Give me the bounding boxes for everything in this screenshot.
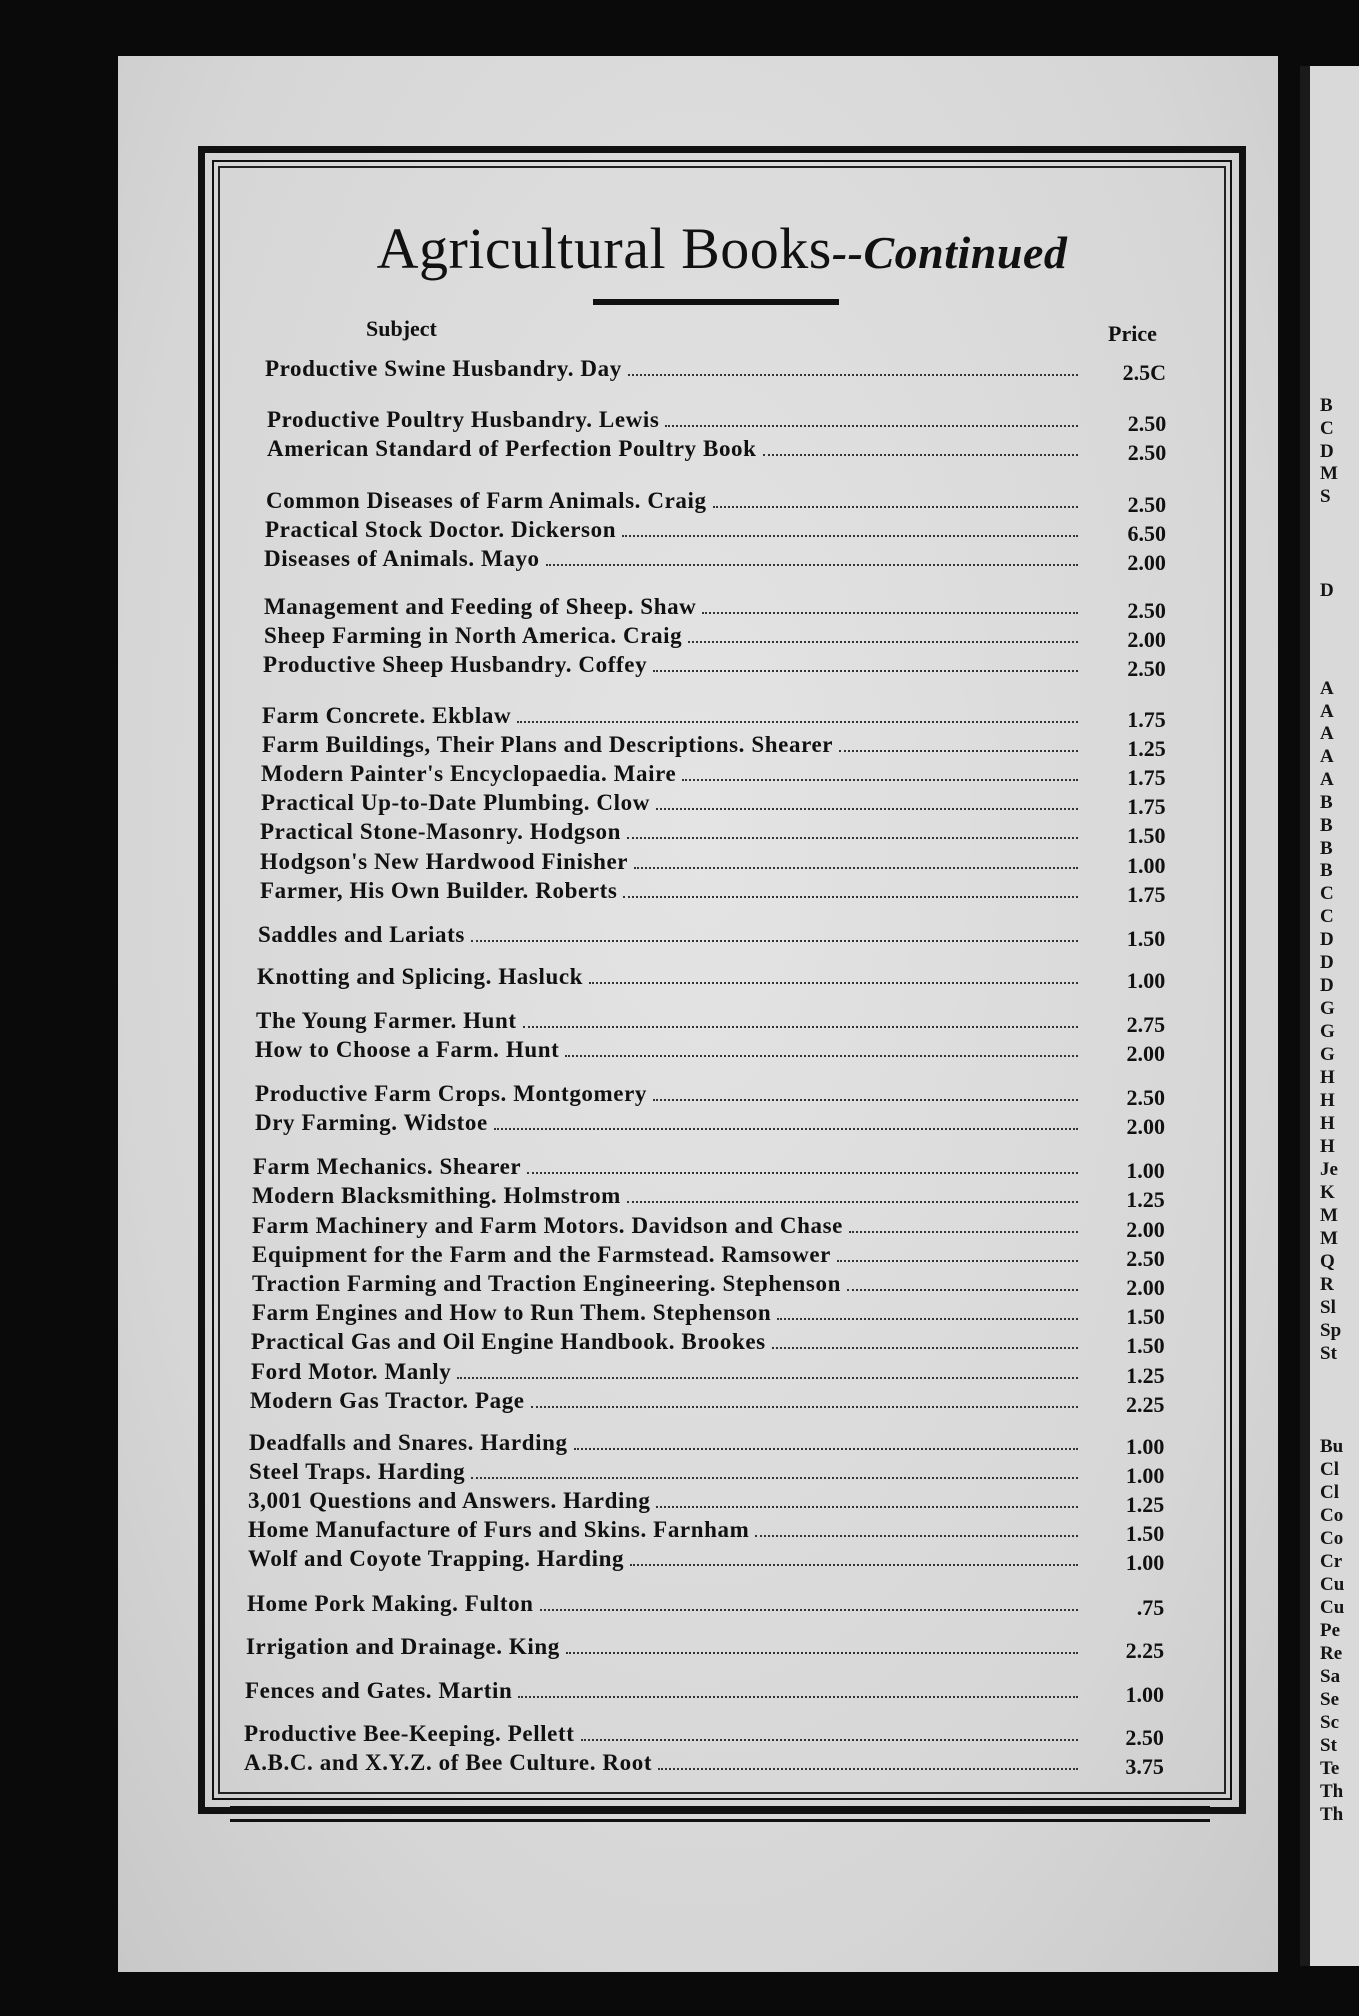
book-price: 1.50 xyxy=(1127,823,1166,848)
book-entry xyxy=(265,517,1084,543)
dot-leader xyxy=(653,1093,1078,1101)
book-entry xyxy=(248,1517,1084,1543)
facing-page-letter: Bu xyxy=(1320,1436,1344,1457)
dot-leader xyxy=(531,1400,1078,1408)
dot-leader xyxy=(546,558,1078,566)
book-title: Deadfalls and Snares. Harding xyxy=(249,1430,568,1455)
book-entry xyxy=(262,732,1084,758)
facing-page-letter: B xyxy=(1320,838,1333,859)
dot-leader xyxy=(849,1225,1078,1233)
dot-leader xyxy=(702,606,1078,614)
book-entry xyxy=(251,1359,1084,1385)
dot-leader xyxy=(847,1283,1078,1291)
book-price: 1.00 xyxy=(1125,1434,1165,1459)
dot-leader xyxy=(527,1166,1078,1174)
facing-page-letter: A xyxy=(1320,678,1334,699)
book-entry xyxy=(248,1546,1084,1572)
facing-page-letter: D xyxy=(1320,975,1334,996)
facing-page-letter: Se xyxy=(1320,1689,1339,1710)
book-entry xyxy=(267,407,1084,433)
facing-page-letter: A xyxy=(1320,701,1334,722)
book-entry xyxy=(255,1081,1084,1107)
facing-page-letter: Je xyxy=(1320,1159,1338,1180)
book-entry xyxy=(244,1721,1084,1747)
facing-page-letter: C xyxy=(1320,906,1334,927)
facing-page-letter: H xyxy=(1320,1113,1335,1134)
facing-page-letter: St xyxy=(1320,1343,1337,1364)
book-title: A.B.C. and X.Y.Z. of Bee Culture. Root xyxy=(244,1750,653,1775)
facing-page-letter: D xyxy=(1320,441,1334,462)
facing-page-letter: Cl xyxy=(1320,1459,1339,1480)
book-entry xyxy=(251,1329,1084,1355)
dot-leader xyxy=(622,529,1078,537)
dot-leader xyxy=(837,1254,1078,1262)
book-price: 1.00 xyxy=(1125,1463,1165,1488)
dot-leader xyxy=(523,1020,1078,1028)
book-entry xyxy=(252,1183,1084,1209)
book-entry xyxy=(256,1008,1084,1034)
price-header: Price xyxy=(1108,321,1157,346)
facing-page-letter: S xyxy=(1320,486,1331,507)
book-title: Modern Gas Tractor. Page xyxy=(250,1388,525,1413)
book-price: 2.00 xyxy=(1126,1041,1165,1066)
book-entry xyxy=(252,1213,1084,1239)
book-price: 2.50 xyxy=(1127,598,1166,623)
book-price: 3.75 xyxy=(1125,1754,1164,1779)
book-entry xyxy=(260,849,1084,875)
book-title: Home Pork Making. Fulton xyxy=(247,1591,534,1616)
facing-page-letter: Cl xyxy=(1320,1482,1339,1503)
dot-leader xyxy=(471,1471,1078,1479)
book-title: Farm Concrete. Ekblaw xyxy=(262,703,512,728)
facing-page-letter: R xyxy=(1320,1274,1334,1295)
book-entry xyxy=(245,1678,1084,1704)
book-entry xyxy=(248,1488,1084,1514)
book-entry xyxy=(265,356,1084,382)
facing-page-letter: Q xyxy=(1320,1251,1335,1272)
page-title-suffix: --Continued xyxy=(831,227,1068,278)
book-price: 2.50 xyxy=(1127,411,1167,436)
book-price: 2.50 xyxy=(1125,1725,1164,1750)
facing-page-letter: B xyxy=(1320,395,1333,416)
book-title: Saddles and Lariats xyxy=(258,922,465,947)
dot-leader xyxy=(713,500,1078,508)
book-entry xyxy=(258,922,1084,948)
facing-page-letter: B xyxy=(1320,792,1333,813)
book-title: American Standard of Perfection Poultry Book xyxy=(267,436,757,461)
book-entry xyxy=(262,703,1084,729)
facing-page-letter: Th xyxy=(1320,1804,1344,1825)
book-title: Irrigation and Drainage. King xyxy=(246,1634,560,1659)
book-entry xyxy=(264,594,1084,620)
dot-leader xyxy=(518,1690,1078,1698)
book-entry xyxy=(263,652,1084,678)
facing-page-letter: M xyxy=(1320,1205,1338,1226)
book-title: Sheep Farming in North America. Craig xyxy=(264,623,683,648)
book-title: Modern Painter's Encyclopaedia. Maire xyxy=(261,761,677,786)
book-entry xyxy=(260,878,1084,904)
book-entry xyxy=(257,964,1084,990)
book-entry xyxy=(264,546,1084,572)
book-price: 1.75 xyxy=(1127,765,1166,790)
book-price: 1.50 xyxy=(1126,1304,1165,1329)
book-title: Farm Buildings, Their Plans and Descriptions. Shearer xyxy=(262,732,834,757)
book-price: 2.50 xyxy=(1126,1085,1165,1110)
facing-page-letter: Cr xyxy=(1320,1551,1343,1572)
book-title: Hodgson's New Hardwood Finisher xyxy=(260,849,629,874)
dot-leader xyxy=(457,1371,1078,1379)
dot-leader xyxy=(627,1195,1078,1203)
book-entry xyxy=(246,1634,1084,1660)
book-entry xyxy=(252,1300,1084,1326)
dot-leader xyxy=(628,368,1078,376)
dot-leader xyxy=(634,861,1078,869)
dot-leader xyxy=(566,1646,1078,1654)
facing-page-letter: M xyxy=(1320,463,1338,484)
page-title-main: Agricultural Books xyxy=(376,216,832,281)
book-price: 1.25 xyxy=(1125,1492,1165,1517)
facing-page-letter: H xyxy=(1320,1090,1335,1111)
book-title: The Young Farmer. Hunt xyxy=(256,1008,517,1033)
book-entry xyxy=(250,1388,1084,1414)
book-price: 1.00 xyxy=(1126,1158,1165,1183)
facing-page-letter: H xyxy=(1320,1136,1335,1157)
book-entry xyxy=(260,819,1084,845)
book-price: 1.25 xyxy=(1126,1187,1165,1212)
book-price: 2.00 xyxy=(1126,1275,1165,1300)
dot-leader xyxy=(656,1500,1078,1508)
facing-page-letter: Sc xyxy=(1320,1712,1339,1733)
facing-page-letter: Sp xyxy=(1320,1320,1342,1341)
dot-leader xyxy=(627,831,1078,839)
book-title: Farm Mechanics. Shearer xyxy=(253,1154,522,1179)
dot-leader xyxy=(665,419,1078,427)
dot-leader xyxy=(656,802,1078,810)
dot-leader xyxy=(574,1442,1078,1450)
facing-page-letter: G xyxy=(1320,1021,1335,1042)
book-price: 1.00 xyxy=(1127,853,1166,878)
book-title: Steel Traps. Harding xyxy=(249,1459,466,1484)
facing-page-letter: B xyxy=(1320,860,1333,881)
facing-page-letter: G xyxy=(1320,1044,1335,1065)
facing-page-letter: D xyxy=(1320,929,1334,950)
facing-page-letter: K xyxy=(1320,1182,1335,1203)
dot-leader xyxy=(540,1603,1078,1611)
book-title: Diseases of Animals. Mayo xyxy=(264,546,540,571)
dot-leader xyxy=(772,1341,1078,1349)
dot-leader xyxy=(839,744,1078,752)
dot-leader xyxy=(658,1762,1078,1770)
book-title: Ford Motor. Manly xyxy=(251,1359,452,1384)
book-title: Farm Machinery and Farm Motors. Davidson and Chase xyxy=(252,1213,843,1238)
book-title: Practical Gas and Oil Engine Handbook. Brookes xyxy=(251,1329,766,1354)
dot-leader xyxy=(565,1049,1078,1057)
dot-leader xyxy=(494,1122,1078,1130)
book-title: Farmer, His Own Builder. Roberts xyxy=(260,878,618,903)
book-title: Practical Up-to-Date Plumbing. Clow xyxy=(261,790,650,815)
book-entry xyxy=(255,1110,1084,1136)
book-price: 2.00 xyxy=(1126,1114,1165,1139)
book-title: Productive Sheep Husbandry. Coffey xyxy=(263,652,648,677)
book-entry xyxy=(244,1750,1084,1776)
book-title: Productive Bee-Keeping. Pellett xyxy=(244,1721,575,1746)
book-title: Dry Farming. Widstoe xyxy=(255,1110,488,1135)
book-price: 2.25 xyxy=(1126,1392,1165,1417)
book-title: Fences and Gates. Martin xyxy=(245,1678,513,1703)
book-price: 2.5C xyxy=(1122,360,1166,385)
book-entry xyxy=(252,1242,1084,1268)
facing-page-letter: Te xyxy=(1320,1758,1340,1779)
dot-leader xyxy=(682,773,1078,781)
book-entry xyxy=(247,1591,1084,1617)
dot-leader xyxy=(755,1529,1078,1537)
book-price: 2.25 xyxy=(1125,1638,1165,1663)
book-title: Common Diseases of Farm Animals. Craig xyxy=(266,488,707,513)
book-title: Productive Poultry Husbandry. Lewis xyxy=(267,407,660,432)
book-title: Knotting and Splicing. Hasluck xyxy=(257,964,584,989)
book-price: 2.50 xyxy=(1126,1246,1165,1271)
book-entry xyxy=(249,1459,1084,1485)
facing-page-letter: D xyxy=(1320,580,1334,601)
book-entry xyxy=(255,1037,1084,1063)
book-entry xyxy=(261,761,1084,787)
book-title: How to Choose a Farm. Hunt xyxy=(255,1037,560,1062)
book-title: Farm Engines and How to Run Them. Stephenson xyxy=(252,1300,772,1325)
facing-page-letter: Cu xyxy=(1320,1574,1345,1595)
book-title: Productive Swine Husbandry. Day xyxy=(265,356,622,381)
dot-leader xyxy=(653,664,1078,672)
facing-page-letter: G xyxy=(1320,998,1335,1019)
facing-page-letter: C xyxy=(1320,418,1334,439)
facing-page-letter: A xyxy=(1320,746,1334,767)
facing-page-letter: D xyxy=(1320,952,1334,973)
book-entry xyxy=(253,1154,1084,1180)
book-price: 2.00 xyxy=(1127,627,1166,652)
dot-leader xyxy=(517,715,1078,723)
book-title: Wolf and Coyote Trapping. Harding xyxy=(248,1546,625,1571)
dot-leader xyxy=(763,448,1078,456)
facing-page-letter: Co xyxy=(1320,1505,1344,1526)
facing-page-letter: Co xyxy=(1320,1528,1344,1549)
book-title: Equipment for the Farm and the Farmstead. Ramsower xyxy=(252,1242,831,1267)
book-price: .75 xyxy=(1136,1595,1165,1620)
facing-page-letter: B xyxy=(1320,815,1333,836)
book-entry xyxy=(252,1271,1084,1297)
book-price: 2.50 xyxy=(1127,656,1166,681)
facing-page-letter: Th xyxy=(1320,1781,1344,1802)
book-price: 1.75 xyxy=(1127,794,1166,819)
book-price: 1.75 xyxy=(1127,882,1166,907)
facing-page-letter: H xyxy=(1320,1067,1335,1088)
facing-page-letter: C xyxy=(1320,883,1334,904)
book-title: Home Manufacture of Furs and Skins. Farnham xyxy=(248,1517,750,1542)
bottom-border-rule xyxy=(230,1806,1210,1822)
book-price: 1.50 xyxy=(1126,926,1166,951)
book-price: 2.50 xyxy=(1127,440,1167,465)
facing-page-letter: A xyxy=(1320,723,1334,744)
book-price: 2.00 xyxy=(1126,1217,1165,1242)
facing-page-letter: Pe xyxy=(1320,1620,1341,1641)
dot-leader xyxy=(688,635,1078,643)
facing-page-letter: Sa xyxy=(1320,1666,1341,1687)
book-price: 1.00 xyxy=(1126,968,1166,993)
book-price: 1.50 xyxy=(1126,1333,1165,1358)
book-entry xyxy=(267,436,1084,462)
subject-header: Subject xyxy=(366,316,437,341)
dot-leader xyxy=(581,1733,1078,1741)
dot-leader xyxy=(471,934,1078,942)
book-price: 2.00 xyxy=(1127,550,1166,575)
dot-leader xyxy=(777,1312,1078,1320)
dot-leader xyxy=(589,976,1078,984)
facing-page-letter: St xyxy=(1320,1735,1337,1756)
book-price: 2.50 xyxy=(1127,492,1167,517)
book-entry xyxy=(266,488,1084,514)
book-price: 1.00 xyxy=(1125,1682,1164,1707)
book-price: 1.00 xyxy=(1125,1550,1165,1575)
book-entry xyxy=(261,790,1084,816)
dot-leader xyxy=(630,1558,1078,1566)
book-title: Practical Stock Doctor. Dickerson xyxy=(265,517,617,542)
book-price: 1.50 xyxy=(1125,1521,1165,1546)
facing-page-letter: Sl xyxy=(1320,1297,1336,1318)
facing-page-letter: Re xyxy=(1320,1643,1343,1664)
book-price: 1.25 xyxy=(1127,736,1166,761)
facing-page-letter: M xyxy=(1320,1228,1338,1249)
book-price: 2.75 xyxy=(1126,1012,1166,1037)
facing-page-letter: Cu xyxy=(1320,1597,1345,1618)
book-title: Practical Stone-Masonry. Hodgson xyxy=(260,819,621,844)
book-price: 1.75 xyxy=(1127,707,1166,732)
book-entry xyxy=(264,623,1084,649)
book-price: 1.25 xyxy=(1126,1363,1165,1388)
book-title: 3,001 Questions and Answers. Harding xyxy=(248,1488,651,1513)
facing-page-letter: A xyxy=(1320,769,1334,790)
book-price: 6.50 xyxy=(1127,521,1166,546)
book-title: Management and Feeding of Sheep. Shaw xyxy=(264,594,697,619)
book-title: Traction Farming and Traction Engineering. Stephenson xyxy=(252,1271,841,1296)
book-title: Modern Blacksmithing. Holmstrom xyxy=(252,1183,621,1208)
dot-leader xyxy=(623,890,1078,898)
book-entry xyxy=(249,1430,1084,1456)
book-title: Productive Farm Crops. Montgomery xyxy=(255,1081,647,1106)
